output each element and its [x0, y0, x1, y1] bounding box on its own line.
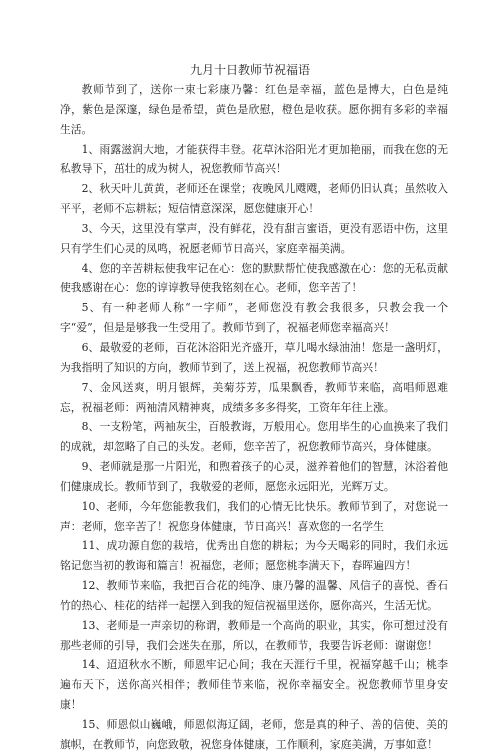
paragraph-7: 7、金风送爽，明月银辉，美菊芬芳，瓜果飘香，教师节来临，高唱师恩难忘，祝福老师：两袖清风精神爽，成绩多多多得奖，工资年年往上涨。 [60, 380, 448, 414]
paragraph-intro: 教师节到了，送你一束七彩康乃馨：红色是幸福，蓝色是博大，白色是纯净，紫色是深邃，绿色是希望，黄色是欣慰，橙色是收获。愿你拥有多彩的幸福生活。 [60, 83, 448, 136]
paragraph-12: 12、教师节来临，我把百合花的纯净、康乃馨的温馨、风信子的喜悦、香石竹的热心、桂花的结祥一起摆入到我的短信祝福里送你，愿你高兴，生活无忧。 [60, 579, 448, 612]
paragraph-10: 10、老师，今年您能教我们，我们的心情无比快乐。教师节到了，对您说一声：老师，您辛苦了！祝您身体健康，节日高兴！喜欢您的一名学生 [60, 499, 448, 533]
paragraph-3: 3、今天，这里没有掌声，没有鲜花，没有甜言蜜语，更没有恶语中伤，这里只有学生们心灵的凤鸣，祝愿老师节日高兴，家庭幸福美满。 [60, 221, 448, 255]
paragraph-1: 1、雨露滋润大地，才能获得丰登。花草沐浴阳光才更加艳丽，而我在您的无私教导下，茁壮的成为树人，祝您教师节高兴！ [60, 142, 448, 176]
paragraph-15: 15、师恩似山巍峨，师恩似海辽阔，老师，您是真的种子、善的信使、美的旗帜，在教师节，向您致敬，祝您身体健康，工作顺利，家庭美满，万事如意！ [60, 718, 448, 751]
paragraph-14: 14、迢迢秋水不断，师恩牢记心间；我在天涯行千里，祝福穿越千山；桃李遍布天下，送你高兴相伴；教师佳节来临，祝你幸福安全。祝您教师节里身安康！ [60, 658, 448, 712]
document-title: 九月十日教师节祝福语 [189, 63, 310, 77]
document-body [60, 80, 448, 755]
paragraph-4: 4、您的辛苦耕耘使我牢记在心：您的默默帮忙使我感激在心：您的无私贡献使我感谢在心：您的谆谆教导使我铭刻在心。老师，您辛苦了！ [60, 261, 448, 295]
paragraph-6: 6、最敬爱的老师，百花沐浴阳光齐盛开，草儿喝水绿油油！您是一盏明灯，为我指明了知识的方向，教师节到了，送上祝福，祝您教师节高兴！ [60, 340, 448, 374]
paragraph-8: 8、一支粉笔，两袖灰尘，百般教诲，万般用心。您用毕生的心血换来了我们的成就，却忽略了自己的头发。老师，您辛苦了，祝您教师节高兴，身体健康。 [60, 420, 448, 454]
paragraph-13: 13、老师是一声亲切的称谓，教师是一个高尚的职业，其实，你可想过没有那些老师的引导，我们会迷失在那，所以，在教师节，我要告诉老师：谢谢您！ [60, 618, 448, 652]
paragraph-9: 9、老师就是那一片阳光，和煦着孩子的心灵，滋养着他们的智慧，沐浴着他们健康成长。教师节到了，我敬爱的老师，愿您永远阳光，光辉万丈。 [60, 460, 448, 493]
paragraph-5: 5、有一种老师人称“一字师”，老师您没有教会我很多，只教会我一个字“爱”，但是是够我一生受用了。教师节到了，祝福老师您幸福高兴！ [60, 301, 448, 335]
paragraph-2: 2、秋天叶儿黄黄，老师还在课堂；夜晚风儿飕飕，老师仍旧认真；虽然收入平平，老师不忘耕耘；短信情意深深，愿您健康开心！ [60, 182, 448, 216]
paragraph-11: 11、成功源自您的栽培，优秀出自您的耕耘；为今天喝彩的同时，我们永远铭记您当初的教诲和篇言！祝福您，老师；愿您桃李满天下，春晖遍四方！ [60, 539, 448, 573]
